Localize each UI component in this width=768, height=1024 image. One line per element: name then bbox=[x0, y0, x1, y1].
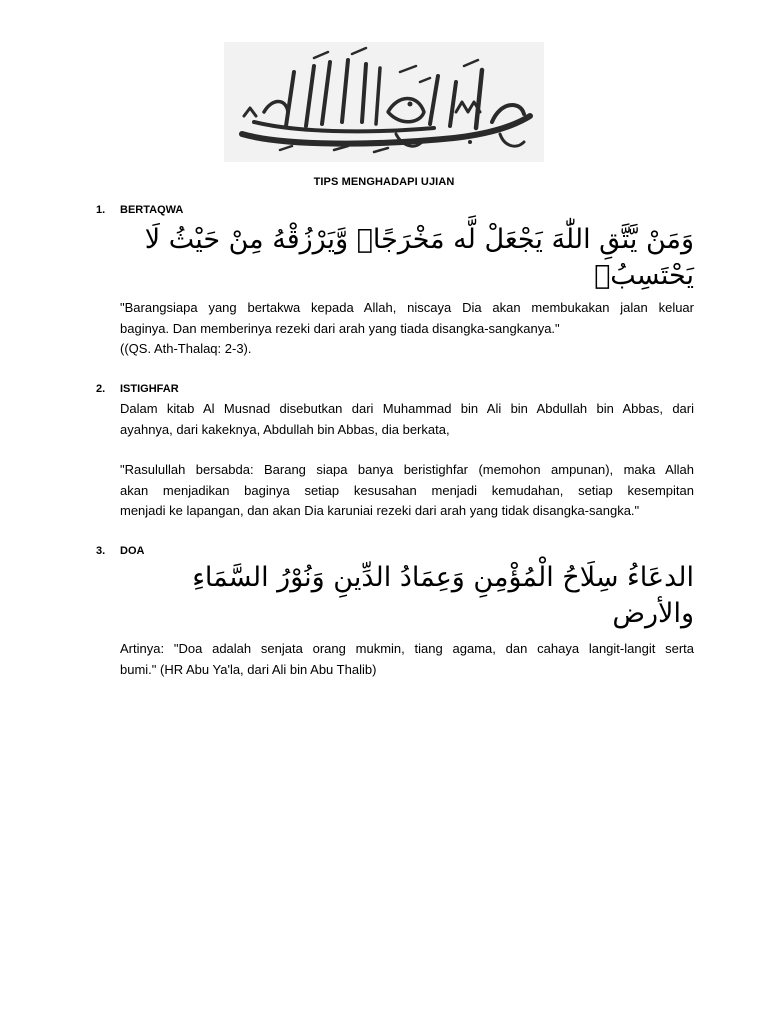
item-2-intro bbox=[120, 399, 694, 440]
item-2-quote-line-3: menjadi ke lapangan, dan akan Dia karuniai rezeki dari arah yang tidak disangka-sangka." bbox=[120, 503, 640, 518]
item-3-heading: DOA bbox=[120, 545, 145, 557]
item-2-heading: ISTIGHFAR bbox=[120, 383, 179, 395]
item-2-quote-line-1: "Rasulullah bersabda: Barang siapa banya beristighfar (memohon ampunan), maka Allah bbox=[120, 462, 694, 477]
item-2-quote-line-2: akan menjadikan baginya setiap kesusahan menjadi kemudahan, setiap kesempitan bbox=[120, 482, 694, 498]
item-1-translation-line-1: "Barangsiapa yang bertakwa kepada Allah, niscaya Dia akan membukakan jalan keluar bbox=[120, 300, 694, 315]
document-title: TIPS MENGHADAPI UJIAN bbox=[313, 176, 455, 188]
item-3-arabic-hadith: الدعَاءُ سِلَاحُ الْمُؤْمِنِ وَعِمَادُ الدِّينِ وَنُوْرُ السَّمَاءِ والأرض bbox=[192, 562, 694, 629]
item-1-translation-line-2: baginya. Dan memberinya rezeki dari arah yang tiada disangka-sangkanya." bbox=[120, 320, 560, 336]
item-1-arabic-verse: وَمَنْ يَّتَّقِ اللّٰهَ يَجْعَلْ لَّه مَخْرَجًاۙ وَّيَرْزُقْهُ مِنْ حَيْثُ لَا يَحْتَسِبُۗ bbox=[144, 224, 694, 291]
item-2-hadith-quote bbox=[120, 460, 694, 522]
item-1-translation bbox=[120, 298, 694, 360]
item-3-translation bbox=[120, 639, 694, 680]
item-3-translation-line-1: Artinya: "Doa adalah senjata orang mukmin, tiang agama, dan cahaya langit-langit serta bbox=[120, 641, 694, 656]
calligraphy-drawing bbox=[224, 42, 544, 162]
item-2-intro-line-1: Dalam kitab Al Musnad disebutkan dari Muhammad bin Ali bin Abdullah bin Abbas, dari bbox=[120, 401, 694, 416]
item-3-number: 3. bbox=[96, 545, 106, 557]
item-1-heading: BERTAQWA bbox=[120, 204, 184, 216]
item-1-reference: ((QS. Ath-Thalaq: 2-3). bbox=[120, 341, 252, 356]
bismillah-calligraphy-image bbox=[224, 42, 544, 162]
item-1-number: 1. bbox=[96, 204, 106, 216]
item-2-number: 2. bbox=[96, 383, 106, 395]
item-2-intro-line-2: ayahnya, dari kakeknya, Abdullah bin Abbas, dia berkata, bbox=[120, 421, 450, 437]
item-3-translation-line-2: bumi." (HR Abu Ya'la, dari Ali bin Abu Thalib) bbox=[120, 661, 377, 677]
